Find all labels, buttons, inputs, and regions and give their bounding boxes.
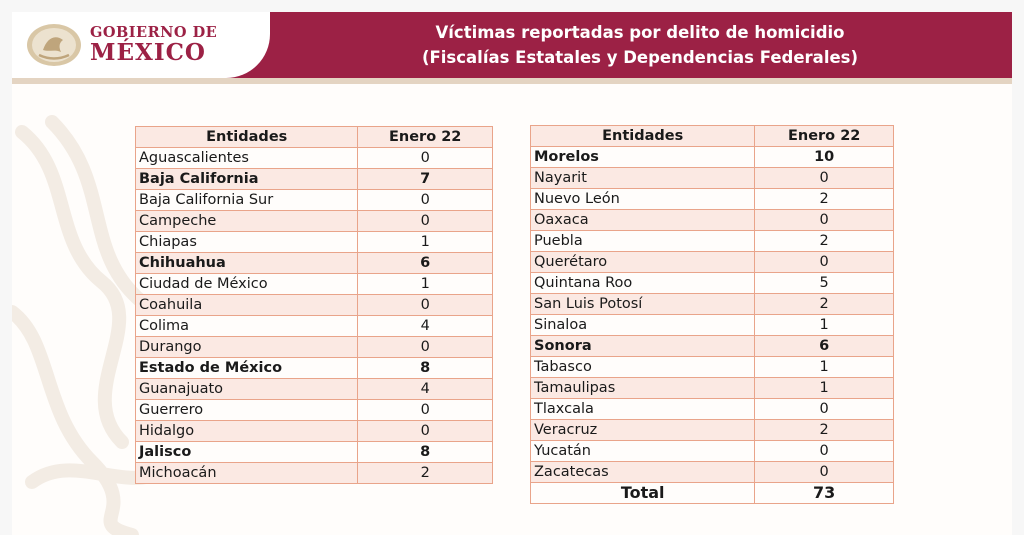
table-row xyxy=(531,378,894,399)
victim-count: 1 xyxy=(358,232,493,253)
victim-count: 6 xyxy=(755,336,894,357)
state-name: Veracruz xyxy=(531,420,755,441)
victim-count: 4 xyxy=(358,316,493,337)
state-name: Oaxaca xyxy=(531,210,755,231)
government-logo xyxy=(12,12,270,78)
victim-count: 0 xyxy=(358,295,493,316)
table-row xyxy=(531,252,894,273)
victim-count: 0 xyxy=(358,400,493,421)
state-name: Jalisco xyxy=(136,442,358,463)
table-row xyxy=(136,379,493,400)
table-row xyxy=(136,463,493,484)
victim-count: 0 xyxy=(755,462,894,483)
table-row xyxy=(136,421,493,442)
state-name: Tabasco xyxy=(531,357,755,378)
right-homicide-table xyxy=(530,125,894,504)
state-name: Chihuahua xyxy=(136,253,358,274)
victim-count: 0 xyxy=(358,211,493,232)
column-header-month: Enero 22 xyxy=(755,126,894,147)
state-name: Puebla xyxy=(531,231,755,252)
victim-count: 0 xyxy=(755,399,894,420)
table-row xyxy=(136,358,493,379)
victim-count: 1 xyxy=(358,274,493,295)
state-name: Sinaloa xyxy=(531,315,755,336)
victim-count: 2 xyxy=(755,294,894,315)
victim-count: 8 xyxy=(358,442,493,463)
table-row xyxy=(531,168,894,189)
table-row xyxy=(531,441,894,462)
total-value: 73 xyxy=(755,483,894,504)
state-name: Tlaxcala xyxy=(531,399,755,420)
victim-count: 6 xyxy=(358,253,493,274)
state-name: Baja California xyxy=(136,169,358,190)
table-row xyxy=(531,294,894,315)
state-name: Durango xyxy=(136,337,358,358)
state-name: Aguascalientes xyxy=(136,148,358,169)
slide xyxy=(12,12,1012,535)
victim-count: 0 xyxy=(755,168,894,189)
government-label: GOBIERNO DE xyxy=(90,24,218,41)
victim-count: 1 xyxy=(755,315,894,336)
state-name: Sonora xyxy=(531,336,755,357)
state-name: Guerrero xyxy=(136,400,358,421)
table-row xyxy=(531,273,894,294)
state-name: Colima xyxy=(136,316,358,337)
table-header-row xyxy=(531,126,894,147)
victim-count: 5 xyxy=(755,273,894,294)
table-row xyxy=(531,231,894,252)
state-name: Coahuila xyxy=(136,295,358,316)
table-row xyxy=(136,337,493,358)
state-name: Estado de México xyxy=(136,358,358,379)
state-name: Nuevo León xyxy=(531,189,755,210)
column-header-entidades: Entidades xyxy=(531,126,755,147)
victim-count: 0 xyxy=(755,252,894,273)
victim-count: 4 xyxy=(358,379,493,400)
state-name: Quintana Roo xyxy=(531,273,755,294)
table-row xyxy=(136,400,493,421)
state-name: Baja California Sur xyxy=(136,190,358,211)
victim-count: 0 xyxy=(358,190,493,211)
table-row xyxy=(136,190,493,211)
victim-count: 0 xyxy=(358,421,493,442)
state-name: Querétaro xyxy=(531,252,755,273)
victim-count: 10 xyxy=(755,147,894,168)
table-row xyxy=(136,316,493,337)
table-row xyxy=(531,420,894,441)
left-homicide-table xyxy=(135,126,493,484)
page-title xyxy=(360,20,920,70)
state-name: Tamaulipas xyxy=(531,378,755,399)
title-line-2: (Fiscalías Estatales y Dependencias Federales) xyxy=(421,48,859,67)
victim-count: 7 xyxy=(358,169,493,190)
column-header-entidades: Entidades xyxy=(136,127,358,148)
victim-count: 2 xyxy=(755,189,894,210)
table-row xyxy=(531,147,894,168)
victim-count: 1 xyxy=(755,357,894,378)
state-name: San Luis Potosí xyxy=(531,294,755,315)
victim-count: 1 xyxy=(755,378,894,399)
victim-count: 0 xyxy=(358,148,493,169)
total-label: Total xyxy=(531,483,755,504)
victim-count: 2 xyxy=(358,463,493,484)
table-row xyxy=(531,399,894,420)
state-name: Guanajuato xyxy=(136,379,358,400)
state-name: Ciudad de México xyxy=(136,274,358,295)
state-name: Campeche xyxy=(136,211,358,232)
table-row xyxy=(136,232,493,253)
table-row xyxy=(531,462,894,483)
state-name: Chiapas xyxy=(136,232,358,253)
table-row xyxy=(531,189,894,210)
victim-count: 0 xyxy=(755,210,894,231)
title-line-1: Víctimas reportadas por delito de homicidio xyxy=(435,23,845,42)
table-row xyxy=(136,442,493,463)
table-row xyxy=(531,315,894,336)
country-label: MÉXICO xyxy=(90,39,206,66)
table-row xyxy=(136,148,493,169)
table-row xyxy=(531,336,894,357)
column-header-month: Enero 22 xyxy=(358,127,493,148)
coat-of-arms-icon xyxy=(25,22,83,68)
table-header-row xyxy=(136,127,493,148)
table-row xyxy=(136,211,493,232)
victim-count: 2 xyxy=(755,231,894,252)
victim-count: 2 xyxy=(755,420,894,441)
banner-accent-strip xyxy=(12,78,1012,84)
state-name: Yucatán xyxy=(531,441,755,462)
victim-count: 0 xyxy=(358,337,493,358)
table-row xyxy=(531,210,894,231)
victim-count: 8 xyxy=(358,358,493,379)
victim-count: 0 xyxy=(755,441,894,462)
table-row xyxy=(136,274,493,295)
state-name: Morelos xyxy=(531,147,755,168)
total-row xyxy=(531,483,894,504)
table-row xyxy=(531,357,894,378)
table-row xyxy=(136,169,493,190)
state-name: Nayarit xyxy=(531,168,755,189)
state-name: Zacatecas xyxy=(531,462,755,483)
table-row xyxy=(136,295,493,316)
table-row xyxy=(136,253,493,274)
state-name: Hidalgo xyxy=(136,421,358,442)
state-name: Michoacán xyxy=(136,463,358,484)
header-banner xyxy=(12,12,1012,78)
